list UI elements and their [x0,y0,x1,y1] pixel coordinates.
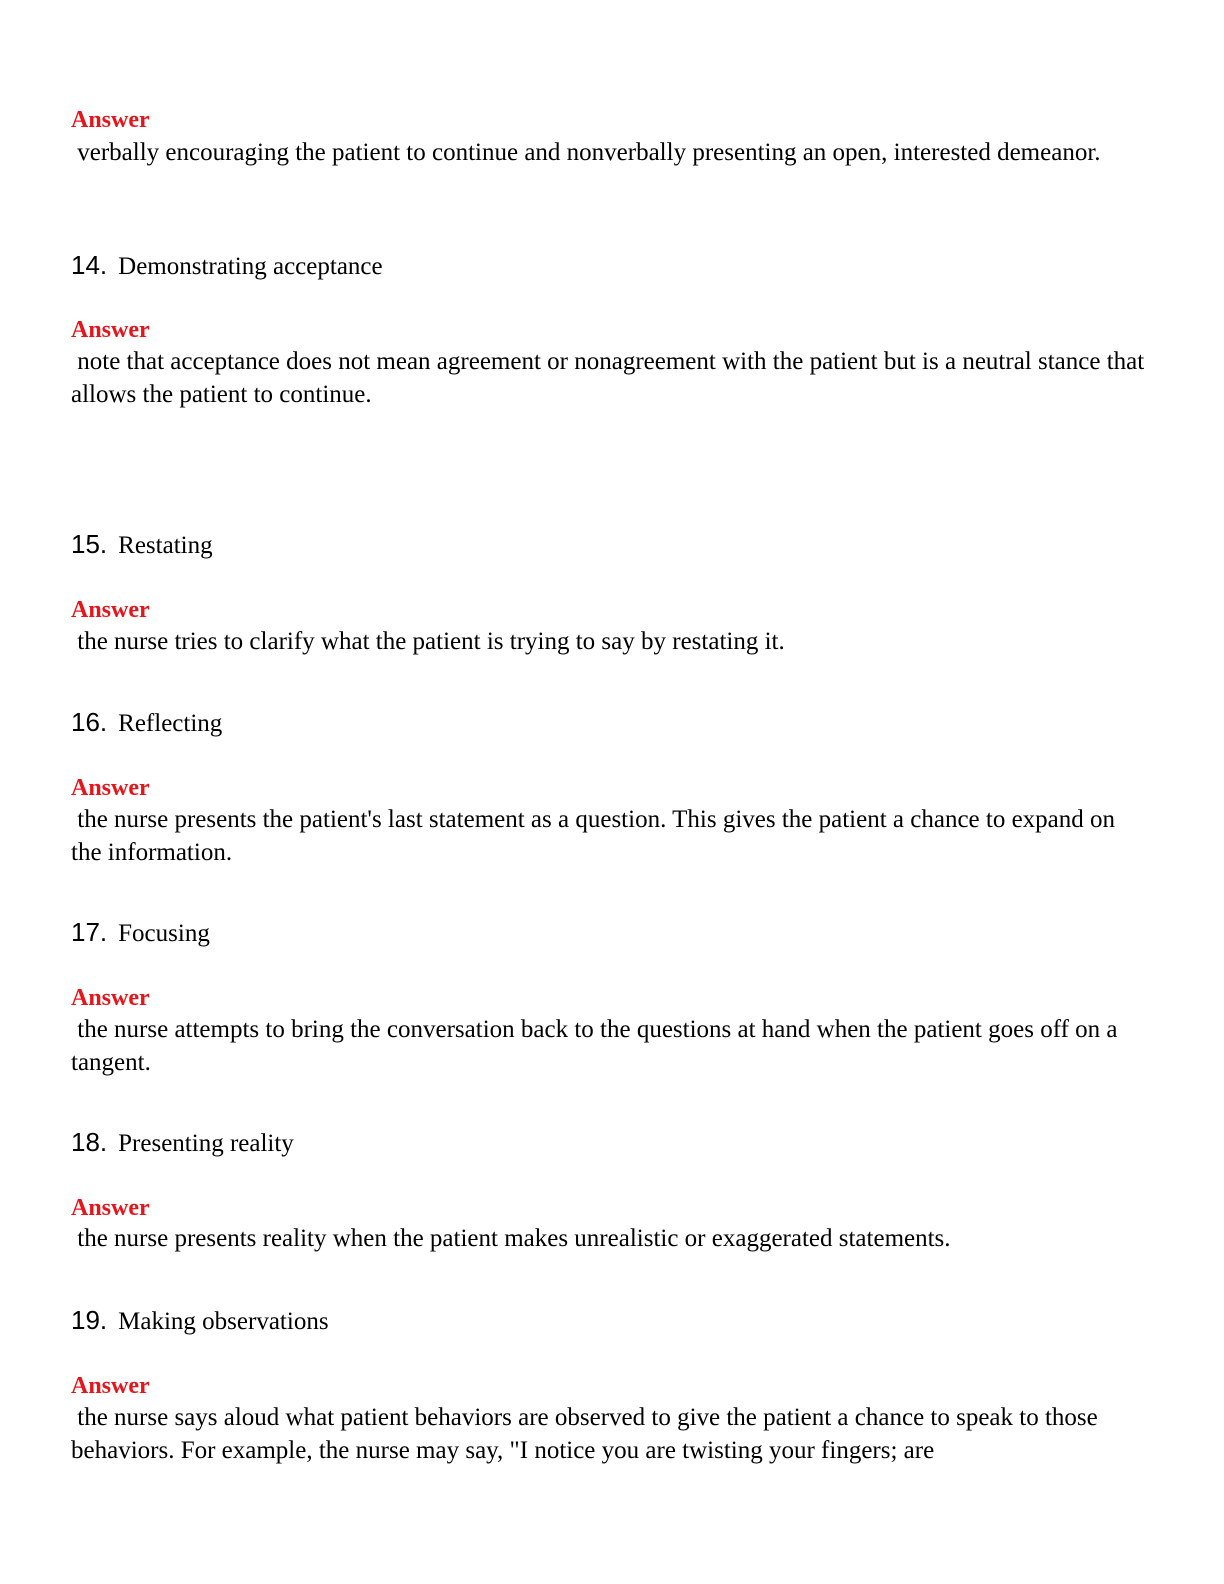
question-number-dot: . [99,250,108,280]
question-number-dot: . [99,1127,108,1157]
answer-label: Answer [71,775,150,801]
question-text: Focusing [118,920,210,947]
question-text: Reflecting [118,710,223,737]
question-number: 16 [71,707,100,737]
question-number-dot: . [99,707,108,737]
question-item [71,1127,294,1161]
answer-label: Answer [71,107,150,133]
question-number: 15 [71,529,100,559]
question-number: 17 [71,917,100,947]
question-text: Restating [118,532,213,559]
answer-label: Answer [71,317,150,343]
question-item [71,917,210,951]
question-number: 14 [71,250,100,280]
question-text: Demonstrating acceptance [118,253,383,280]
answer-text: the nurse attempts to bring the conversation back to the questions at hand when the patient goes off on a tangent. [71,1016,1124,1076]
question-number-dot: . [99,529,108,559]
answer-label: Answer [71,597,150,623]
question-number: 18 [71,1127,100,1157]
question-item [71,707,222,741]
question-number-dot: . [99,917,108,947]
question-item [71,1305,329,1339]
answer-text: the nurse tries to clarify what the patient is trying to say by restating it. [71,628,785,655]
answer-label: Answer [71,1195,150,1221]
question-item [71,529,213,563]
answer-text: the nurse presents reality when the patient makes unrealistic or exaggerated statements. [71,1225,951,1252]
question-text: Making observations [118,1308,329,1335]
answer-label: Answer [71,1373,150,1399]
answer-label: Answer [71,985,150,1011]
answer-text: the nurse presents the patient's last statement as a question. This gives the patient a chance to expand on the information. [71,806,1122,866]
question-text: Presenting reality [118,1130,294,1157]
question-number: 19 [71,1305,100,1335]
answer-text: the nurse says aloud what patient behaviors are observed to give the patient a chance to speak to those behaviors. For example, the nurse may say, "I notice you are twisting your fingers; are [71,1404,1104,1464]
answer-text: verbally encouraging the patient to continue and nonverbally presenting an open, interested demeanor. [71,139,1101,166]
question-item [71,250,383,284]
answer-text: note that acceptance does not mean agreement or nonagreement with the patient but is a neutral stance that allows the patient to continue. [71,348,1151,408]
question-number-dot: . [99,1305,108,1335]
